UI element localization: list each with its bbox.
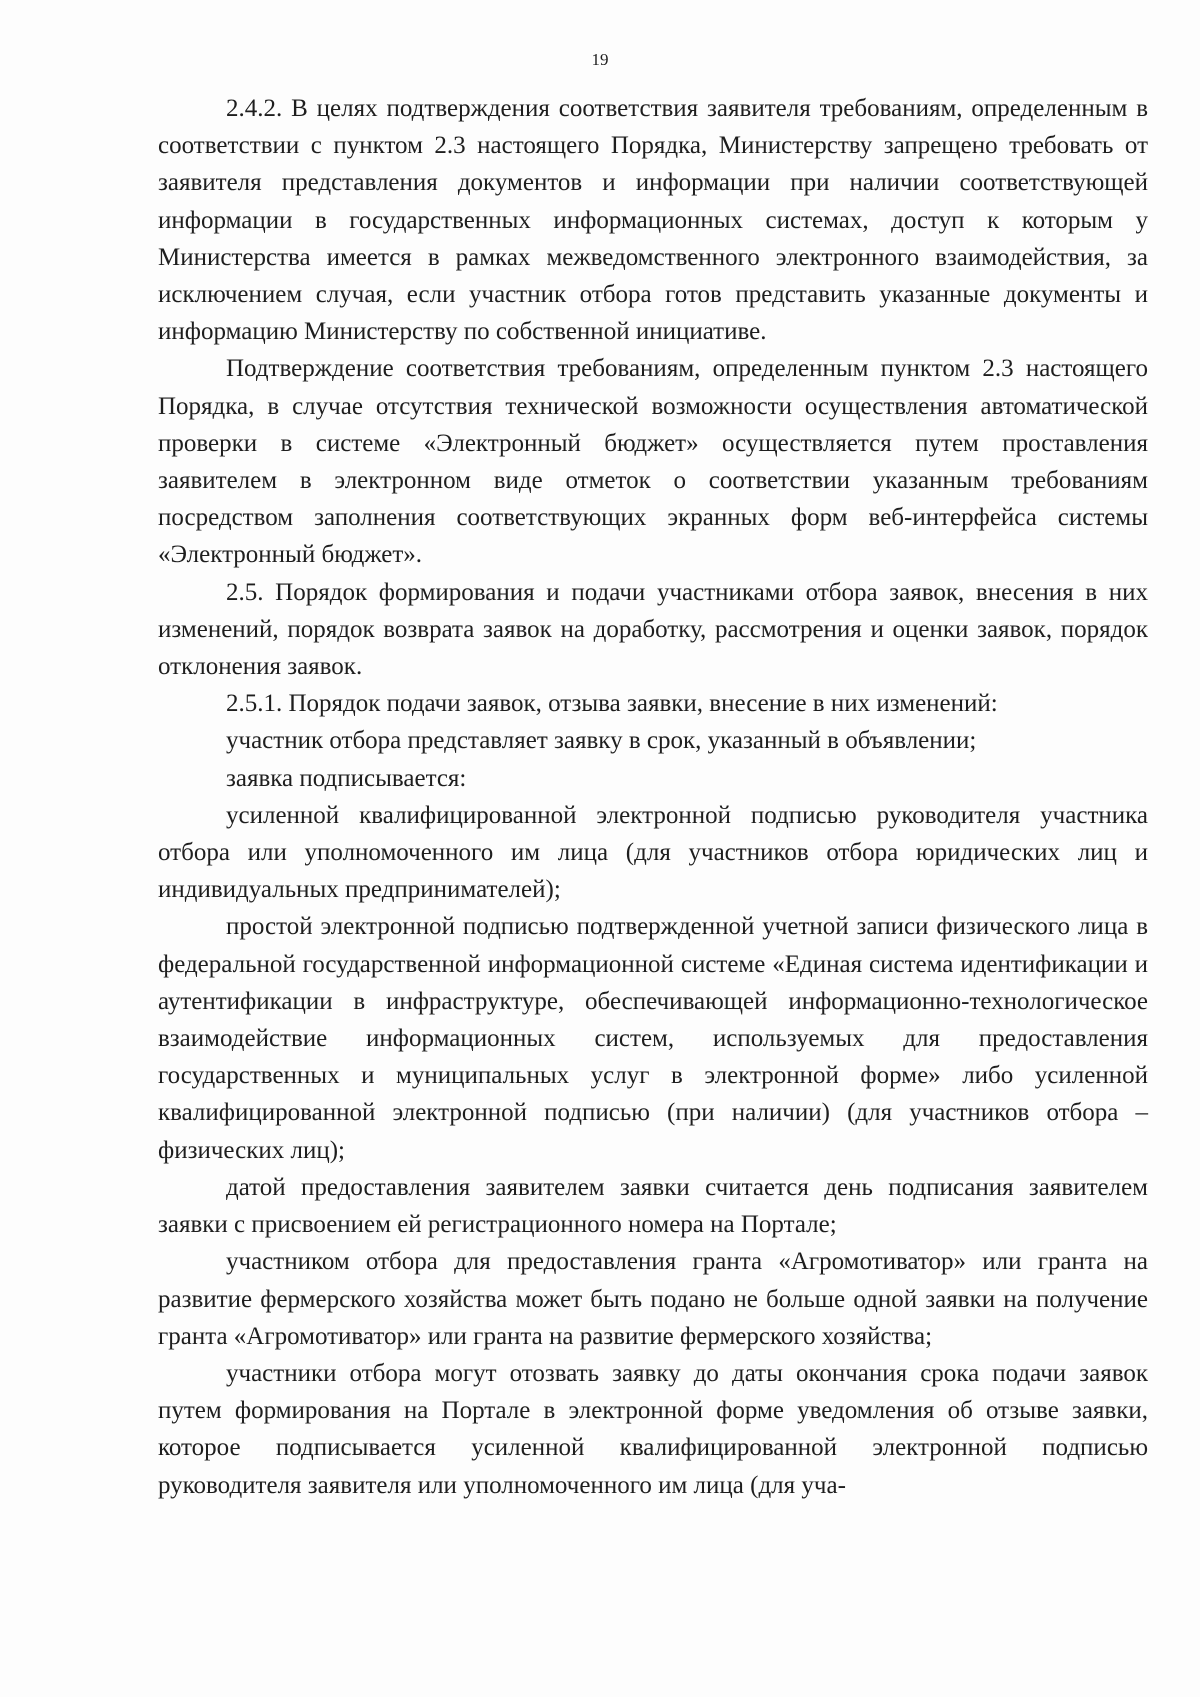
document-body (158, 90, 1148, 1504)
paragraph-confirmation: Подтверждение соответствия требованиям, определенным пунктом 2.3 настоящего Порядка, в случае отсутствия технической возможности осуществления автоматической проверки в системе «Электронный бюджет» осуществляется путем проставления заявителем в электронном виде отметок о соответствии указанным требованиям посредством заполнения соответствующих экранных форм веб-интерфейса системы «Электронный бюджет». (158, 355, 1148, 569)
paragraph-withdrawal: участники отбора могут отозвать заявку до даты окончания срока подачи заявок путем формирования на Портале в электронной форме уведомления об отзыве заявки, которое подписывается усиленной квалифицированной электронной подписью руководителя заявителя или уполномоченного им лица (для уча- (158, 1359, 1148, 1499)
paragraph-deadline: участник отбора представляет заявку в срок, указанный в объявлении; (226, 727, 977, 755)
paragraph-simple-signature: простой электронной подписью подтвержденной учетной записи физического лица в федеральной государственной информационной системе «Единая система идентификации и аутентификации в инфраструктуре, обеспечивающей информационно-технологическое взаимодействие информационных систем, используемых для предоставления государственных и муниципальных услуг в электронной форме» либо усиленной квалифицированной электронной подписью (при наличии) (для участников отбора – физических лиц); (158, 913, 1148, 1164)
paragraph-signed-by: заявка подписывается: (226, 764, 467, 792)
paragraph-single-application: участником отбора для предоставления гранта «Агромотиватор» или гранта на развитие фермерского хозяйства может быть подано не больше одной заявки на получение гранта «Агромотиватор» или гранта на развитие фермерского хозяйства; (158, 1248, 1148, 1350)
paragraph-qualified-signature: усиленной квалифицированной электронной подписью руководителя участника отбора или уполномоченного им лица (для участников отбора юридических лиц и индивидуальных предпринимателей); (158, 801, 1148, 904)
page-number: 19 (591, 50, 609, 69)
paragraph-2-5-1: 2.5.1. Порядок подачи заявок, отзыва заявки, внесение в них изменений: (226, 690, 998, 718)
paragraph-submission-date: датой предоставления заявителем заявки считается день подписания заявителем заявки с присвоением ей регистрационного номера на Портале; (158, 1173, 1148, 1239)
paragraph-2-5: 2.5. Порядок формирования и подачи участниками отбора заявок, внесения в них изменений, порядок возврата заявок на доработку, рассмотрения и оценки заявок, порядок отклонения заявок. (158, 578, 1148, 681)
paragraph-2-4-2: 2.4.2. В целях подтверждения соответствия заявителя требованиям, определенным в соответствии с пунктом 2.3 настоящего Порядка, Министерству запрещено требовать от заявителя представления документов и информации при наличии соответствующей информации в государственных информационных системах, доступ к которым у Министерства имеется в рамках межведомственного электронного взаимодействия, за исключением случая, если участник отбора готов представить указанные документы и информацию Министерству по собственной инициативе. (158, 95, 1148, 346)
